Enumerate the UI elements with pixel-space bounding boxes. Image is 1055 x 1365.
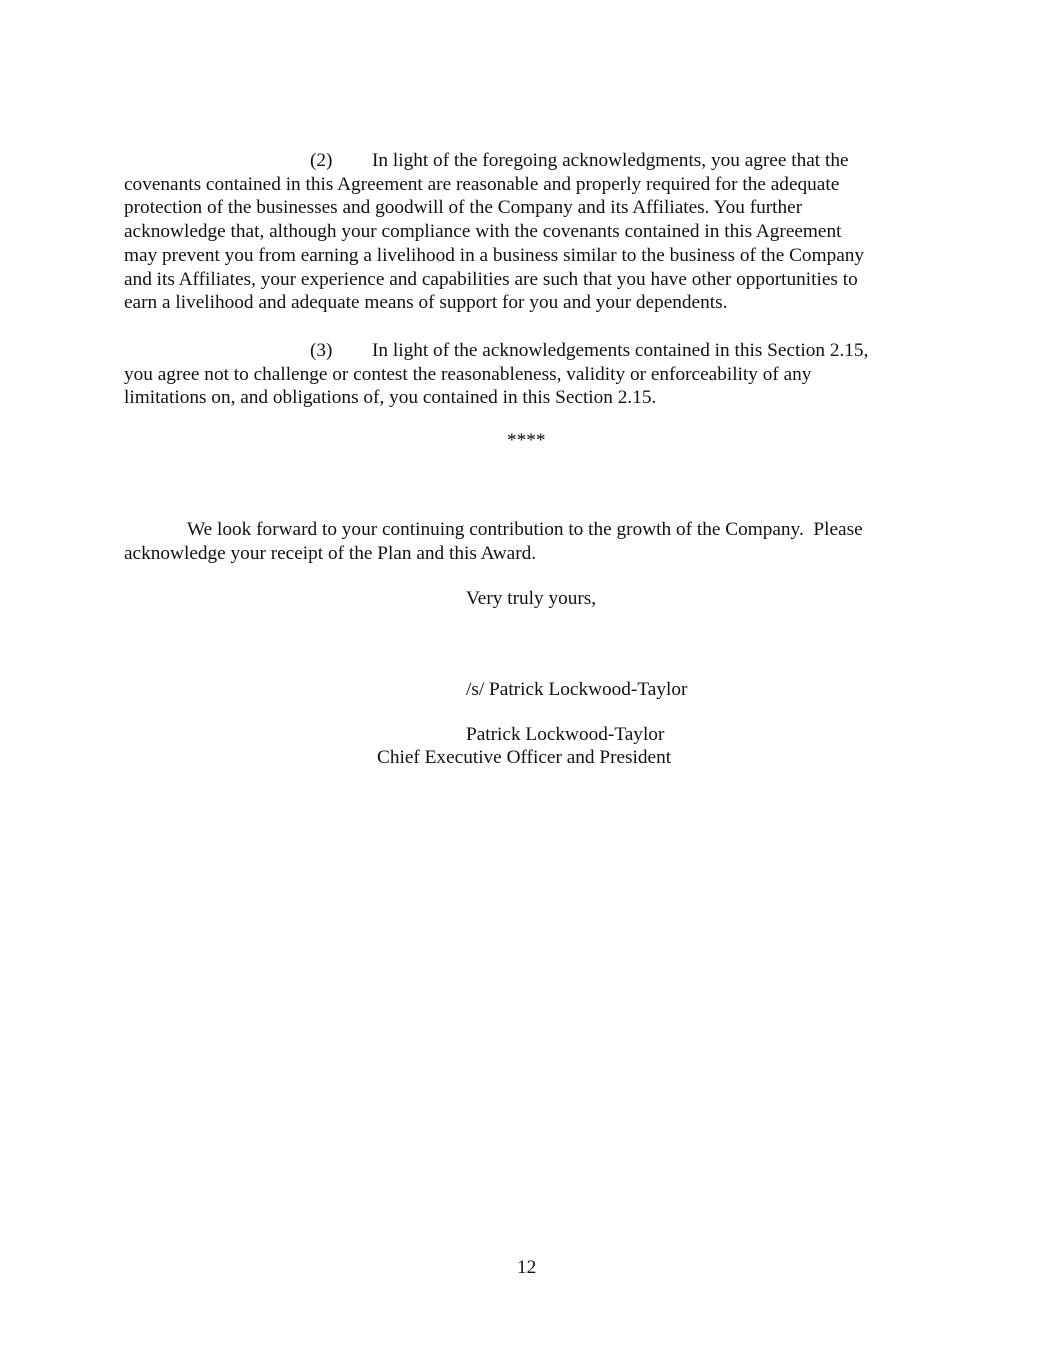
paragraph-3-number: (3) xyxy=(310,340,333,361)
page-number: 12 xyxy=(517,1257,537,1278)
closing-line-1: We look forward to your continuing contribution to the growth of the Company. Please xyxy=(187,519,863,540)
signer-title: Chief Executive Officer and President xyxy=(377,747,672,768)
paragraph-2-line-1: In light of the foregoing acknowledgments, you agree that the xyxy=(372,150,849,171)
paragraph-2-line-6: and its Affiliates, your experience and capabilities are such that you have other opportunities to xyxy=(124,269,858,290)
paragraph-2-line-3: protection of the businesses and goodwill of the Company and its Affiliates. You further xyxy=(124,197,803,218)
section-separator: **** xyxy=(507,430,546,451)
paragraph-2-number: (2) xyxy=(310,150,333,171)
paragraph-2-line-2: covenants contained in this Agreement are reasonable and properly required for the adequate xyxy=(124,174,840,195)
paragraph-2-line-7: earn a livelihood and adequate means of support for you and your dependents. xyxy=(124,292,728,313)
signature: /s/ Patrick Lockwood-Taylor xyxy=(466,679,688,700)
paragraph-3-line-3: limitations on, and obligations of, you contained in this Section 2.15. xyxy=(124,387,657,408)
paragraph-2-line-5: may prevent you from earning a livelihood in a business similar to the business of the Company xyxy=(124,245,865,266)
salutation: Very truly yours, xyxy=(466,588,597,609)
signer-name: Patrick Lockwood-Taylor xyxy=(466,724,665,745)
paragraph-3-line-2: you agree not to challenge or contest the reasonableness, validity or enforceability of any xyxy=(124,364,812,385)
closing-line-2: acknowledge your receipt of the Plan and this Award. xyxy=(124,543,537,564)
paragraph-2-line-4: acknowledge that, although your compliance with the covenants contained in this Agreement xyxy=(124,221,842,242)
paragraph-3-line-1: In light of the acknowledgements contained in this Section 2.15, xyxy=(372,340,869,361)
